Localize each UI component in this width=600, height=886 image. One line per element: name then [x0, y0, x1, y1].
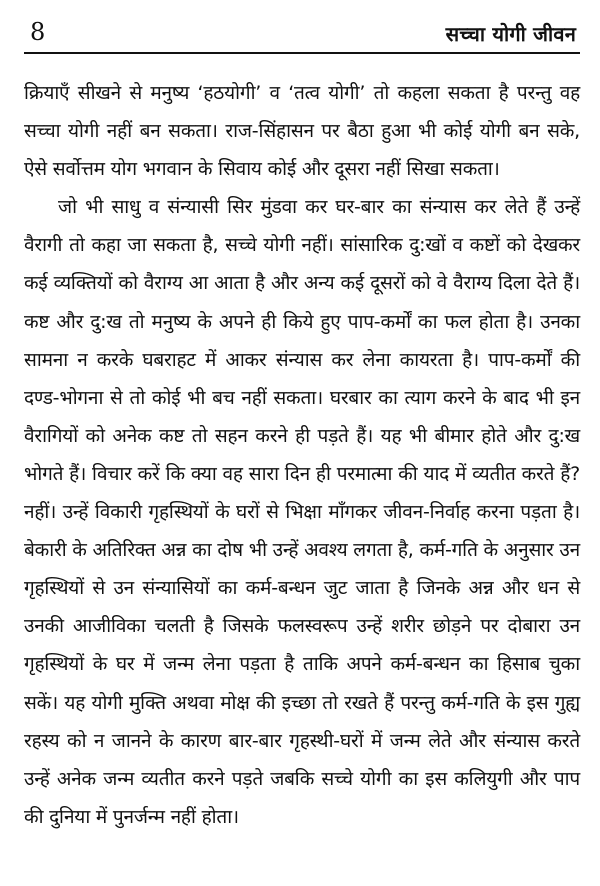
- paragraph-1: क्रियाएँ सीखने से मनुष्य ‘हठयोगी’ व ‘तत्व योगी’ तो कहला सकता है परन्तु वह सच्चा योगी नहीं बन सकता। राज-सिंहासन पर बैठा हुआ भी कोई योगी बन सके, ऐसे सर्वोत्तम योग भगवान के सिवाय कोई और दूसरा नहीं सिखा सकता।: [24, 82, 580, 181]
- header-rule: [24, 52, 580, 54]
- running-title: सच्चा योगी जीवन: [445, 22, 576, 46]
- page-number: 8: [30, 18, 46, 46]
- body-text: [24, 74, 580, 836]
- page-header: [24, 14, 580, 44]
- paragraph-2: जो भी साधु व संन्यासी सिर मुंडवा कर घर-बार का संन्यास कर लेते हैं उन्हें वैरागी तो कहा जा सकता है, सच्चे योगी नहीं। सांसारिक दु:खों व कष्टों को देखकर कई व्यक्तियों को वैराग्य आ आता है और अन्य कई दूसरों को वे वैराग्य दिला देते हैं। कष्ट और दु:ख तो मनुष्य के अपने ही किये हुए पाप-कर्मों का फल होता है। उनका सामना न करके घबराहट में आकर संन्यास कर लेना कायरता है। पाप-कर्मों की दण्ड-भोगना से तो कोई भी बच नहीं सकता। घरबार का त्याग करने के बाद भी इन वैरागियों को अनेक कष्ट तो सहन करने ही पड़ते हैं। यह भी बीमार होते और दु:ख भोगते हैं। विचार करें कि क्या वह सारा दिन ही परमात्मा की याद में व्यतीत करते हैं? नहीं। उन्हें विकारी गृहस्थियों के घरों से भिक्षा माँगकर जीवन-निर्वाह करना पड़ता है। बेकारी के अतिरिक्त अन्न का दोष भी उन्हें अवश्य लगता है, कर्म-गति के अनुसार उन गृहस्थियों से उन संन्यासियों का कर्म-बन्धन जुट जाता है जिनके अन्न और धन से उनकी आजीविका चलती है जिसके फलस्वरूप उन्हें शरीर छोड़ने पर दोबारा उन गृहस्थियों के घर में जन्म लेना पड़ता है ताकि अपने कर्म-बन्धन का हिसाब चुका सकें। यह योगी मुक्ति अथवा मोक्ष की इच्छा तो रखते हैं परन्तु कर्म-गति के इस गुह्य रहस्य को न जानने के कारण बार-बार गृहस्थी-घरों में जन्म लेते और संन्यास करते उन्हें अनेक जन्म व्यतीत करने पड़ते जबकि सच्चे योगी का इस कलियुगी और पाप की दुनिया में पुनर्जन्म नहीं होता।: [24, 196, 580, 828]
